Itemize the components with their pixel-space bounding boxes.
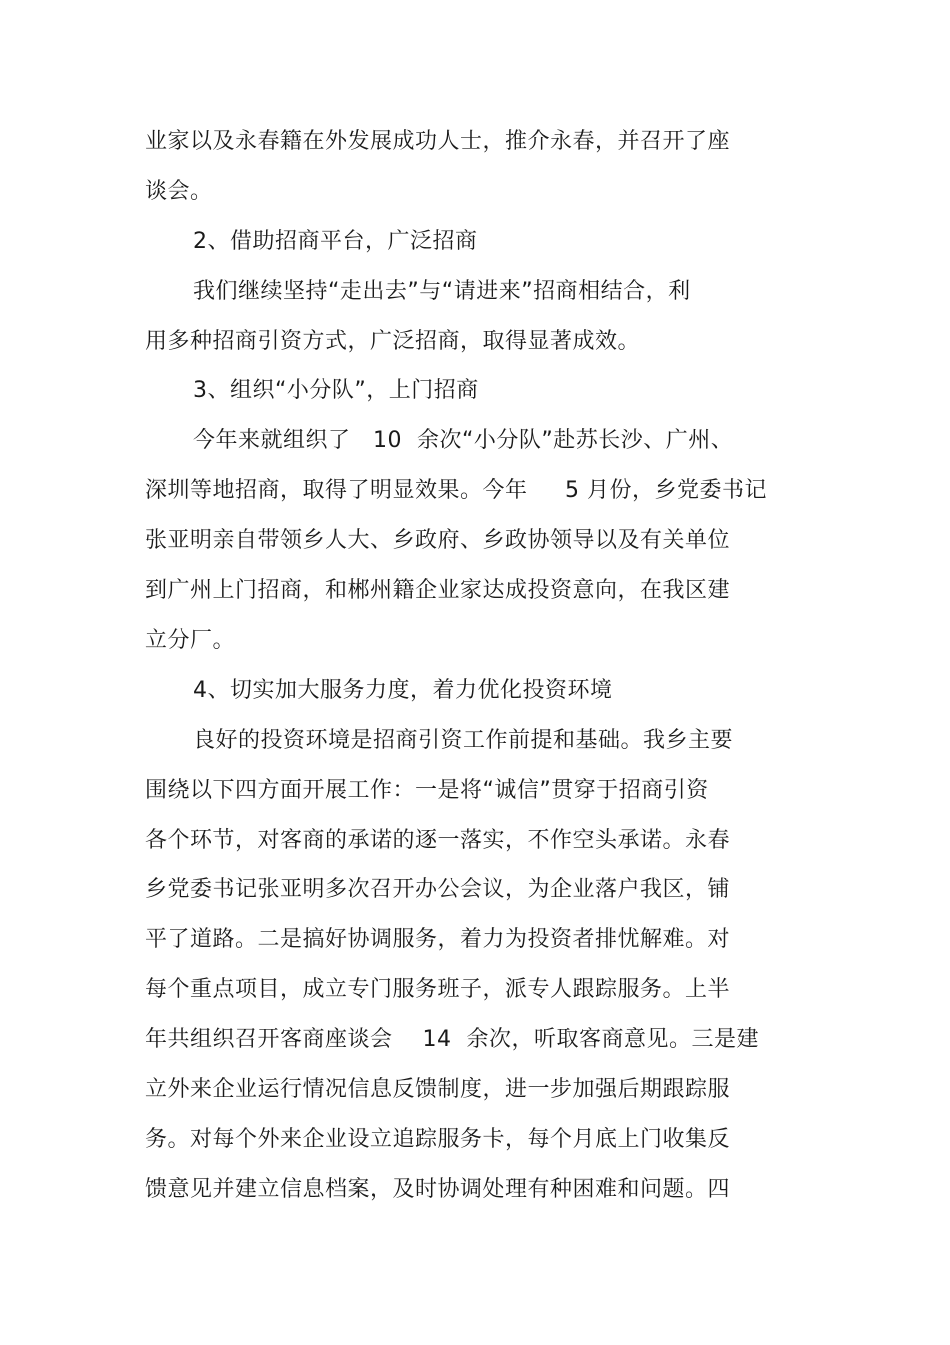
text-line: 乡党委书记张亚明多次召开办公会议，为企业落户我区，铺 (145, 877, 731, 902)
section-heading: 3、组织“小分队”，上门招商 (193, 378, 479, 403)
text-line: 年共组织召开客商座谈会 14 余次，听取客商意见。三是建 (145, 1027, 759, 1052)
text-line: 今年来就组织了 10 余次“小分队”赴苏长沙、广州、 (193, 428, 734, 453)
section-heading: 4、切实加大服务力度，着力优化投资环境 (193, 678, 613, 703)
text-line: 各个环节，对客商的承诺的逐一落实，不作空头承诺。永春 (145, 828, 731, 853)
text-line: 务。对每个外来企业设立追踪服务卡，每个月底上门收集反 (145, 1127, 731, 1152)
text-line: 良好的投资环境是招商引资工作前提和基础。我乡主要 (193, 728, 734, 753)
text-line: 平了道路。二是搞好协调服务，着力为投资者排忧解难。对 (145, 927, 731, 952)
text-line: 我们继续坚持“走出去”与“请进来”招商相结合，利 (193, 279, 691, 304)
text-line: 业家以及永春籍在外发展成功人士，推介永春，并召开了座 (145, 129, 731, 154)
section-heading: 2、借助招商平台，广泛招商 (193, 229, 478, 254)
text-line: 谈会。 (145, 179, 213, 204)
text-line: 立外来企业运行情况信息反馈制度，进一步加强后期跟踪服 (145, 1077, 731, 1102)
text-line: 到广州上门招商，和郴州籍企业家达成投资意向，在我区建 (145, 578, 731, 603)
text-line: 每个重点项目，成立专门服务班子，派专人跟踪服务。上半 (145, 977, 731, 1002)
text-line: 深圳等地招商，取得了明显效果。今年 5 月份，乡党委书记 (145, 478, 767, 503)
text-line: 张亚明亲自带领乡人大、乡政府、乡政协领导以及有关单位 (145, 528, 731, 553)
text-line: 立分厂。 (145, 628, 236, 653)
text-line: 馈意见并建立信息档案，及时协调处理有种困难和问题。四 (145, 1177, 731, 1202)
text-line: 围绕以下四方面开展工作：一是将“诚信”贯穿于招商引资 (145, 778, 709, 803)
text-line: 用多种招商引资方式，广泛招商，取得显著成效。 (145, 329, 641, 354)
